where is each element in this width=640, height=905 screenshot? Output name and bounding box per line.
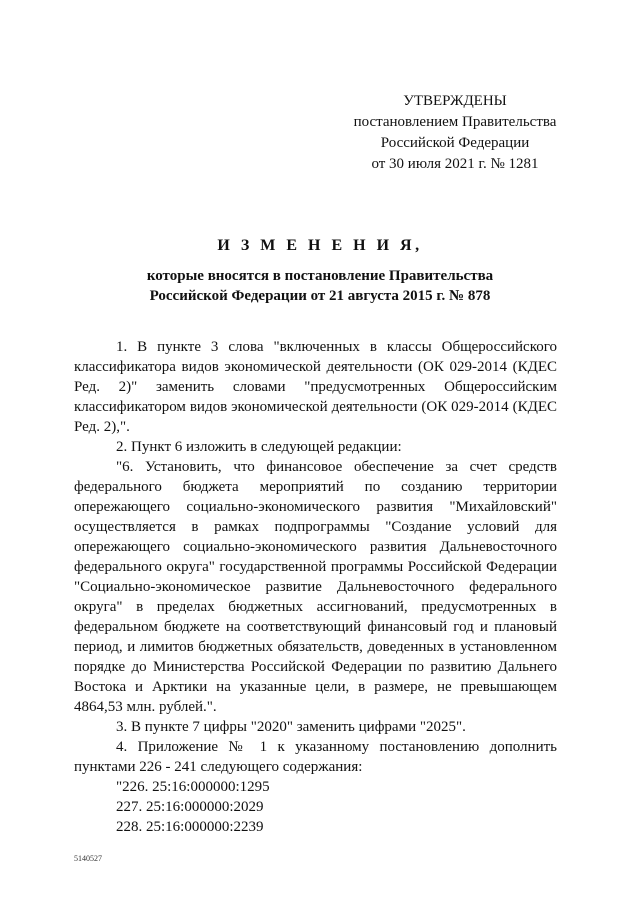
- document-subtitle: [0, 266, 640, 306]
- paragraph-5: 4. Приложение № 1 к указанному постановлению дополнить пунктами 226 - 241 следующего содержания:: [74, 739, 557, 775]
- approved-line-2: Российской Федерации: [380, 135, 530, 151]
- approval-block: [340, 91, 570, 175]
- paragraph-4: 3. В пункте 7 цифры "2020" заменить цифрами "2025".: [116, 719, 466, 735]
- approved-line-1: постановлением Правительства: [353, 114, 557, 130]
- paragraph-2: 2. Пункт 6 изложить в следующей редакции:: [116, 439, 402, 455]
- document-body: [74, 337, 557, 837]
- cadastral-item-226: "226. 25:16:000000:1295: [116, 779, 270, 795]
- cadastral-item-227: 227. 25:16:000000:2029: [116, 799, 264, 815]
- paragraph-1: 1. В пункте 3 слова "включенных в классы Общероссийского классификатора видов экономической деятельности (ОК 029-2014 (КДЕС Ред. 2)" заменить словами "предусмотренных Общероссийским классификатором видов экономической деятельности (ОК 029-2014 (КДЕС Ред. 2),".: [74, 339, 557, 435]
- footer-document-code: 5140527: [74, 854, 102, 863]
- cadastral-item-228: 228. 25:16:000000:2239: [116, 819, 264, 835]
- paragraph-3: "6. Установить, что финансовое обеспечение за счет средств федерального бюджета мероприятий по созданию территории опережающего социально-экономического развития "Михайловский" осуществляется в рамках подпрограммы "Создание условий для опережающего социально-экономического развития Дальневосточного федерального округа" государственной программы Российской Федерации "Социально-экономическое развитие Дальневосточного федерального округа" в пределах бюджетных ассигнований, предусмотренных в федеральном бюджете на соответствующий финансовый год и плановый период, и лимитов бюджетных обязательств, доведенных в установленном порядке до Министерства Российской Федерации по развитию Дальнего Востока и Арктики на указанные цели, в размере, не превышающем 4864,53 млн. рублей.".: [74, 459, 557, 715]
- subtitle-line-1: которые вносятся в постановление Правительства: [146, 268, 494, 284]
- document-title: И З М Е Н Е Н И Я,: [217, 237, 423, 254]
- approved-line-3: от 30 июля 2021 г. № 1281: [371, 156, 539, 172]
- subtitle-line-2: Российской Федерации от 21 августа 2015 г. № 878: [149, 288, 491, 304]
- approved-heading: УТВЕРЖДЕНЫ: [403, 93, 507, 109]
